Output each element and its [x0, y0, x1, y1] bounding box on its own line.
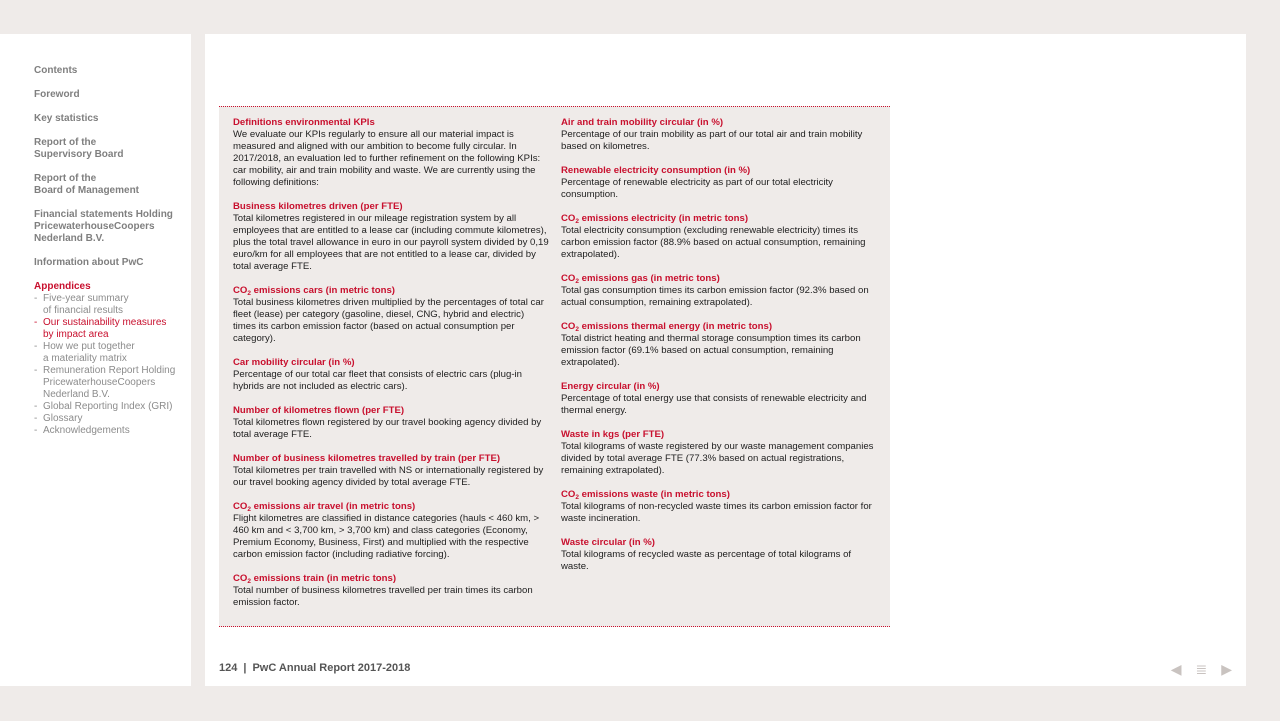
kpi-definition — [561, 321, 879, 369]
co2-prefix: CO — [233, 573, 248, 584]
kpi-definition-text: Total kilograms of recycled waste as percentage of total kilograms of waste. — [561, 549, 852, 572]
co2-subscript: 2 — [575, 494, 580, 501]
nav-materiality-matrix[interactable]: - How we put together a materiality matrix — [34, 341, 184, 365]
nav-sustainability-measures[interactable]: - Our sustainability measures by impact area — [34, 317, 184, 341]
kpi-definition — [233, 405, 549, 441]
sidebar — [0, 34, 191, 686]
kpi-definition — [561, 537, 879, 573]
nav-report-supervisory-board[interactable]: Report of the Supervisory Board — [34, 137, 124, 160]
kpi-definition-title-text: emissions train (in metric tons) — [251, 573, 397, 584]
kpi-definition — [561, 117, 879, 153]
kpi-definition-title-text: emissions electricity (in metric tons) — [579, 213, 749, 224]
kpi-definition-text: Total business kilometres driven multiplied by the percentages of total car fleet (lease) per category (gasoline, diesel, CNG, hybrid and electric) times its carbon emission factor (based on actual consumption per category). — [233, 297, 544, 344]
nav-acknowledgements[interactable]: - Acknowledgements — [34, 425, 184, 437]
kpi-definition-text: Total kilometres flown registered by our travel booking agency divided by total average FTE. — [233, 417, 542, 440]
kpi-definition-title-text: emissions waste (in metric tons) — [579, 489, 730, 500]
co2-prefix: CO — [233, 501, 248, 512]
next-page-icon[interactable]: ▶ — [1221, 661, 1232, 677]
nav-contents[interactable]: Contents — [34, 65, 78, 76]
kpi-definition-title: Waste circular (in %) — [561, 537, 656, 548]
kpi-definition-text: Percentage of renewable electricity as part of our total electricity consumption. — [561, 177, 833, 200]
co2-prefix: CO — [233, 285, 248, 296]
kpi-definition-title — [561, 273, 879, 285]
page-number: 124 — [219, 662, 238, 674]
kpi-definition-title — [561, 489, 879, 501]
kpi-definition — [233, 501, 549, 561]
kpi-definition — [561, 213, 879, 261]
co2-subscript: 2 — [247, 506, 252, 513]
kpi-definition-title-text: emissions air travel (in metric tons) — [251, 501, 416, 512]
co2-subscript: 2 — [575, 218, 580, 225]
left-column — [233, 117, 549, 621]
co2-prefix: CO — [561, 213, 576, 224]
kpi-definition-title-text: emissions thermal energy (in metric tons) — [579, 321, 773, 332]
report-page — [205, 34, 1246, 686]
kpi-definition-text: Percentage of our train mobility as part of our total air and train mobility based on kilometres. — [561, 129, 863, 152]
kpi-definition-text: Total kilograms of non-recycled waste times its carbon emission factor for waste incineration. — [561, 501, 872, 524]
report-title: PwC Annual Report 2017-2018 — [252, 662, 411, 674]
nav-report-board-of-management[interactable]: Report of the Board of Management — [34, 173, 140, 196]
kpi-definition-text: We evaluate our KPIs regularly to ensure all our material impact is measured and aligned with our ambition to become fully circular. In 2017/2018, an evaluation led to further refinement on the following KPIs: car mobility, air and train mobility and waste. We are currently using the following definitions: — [233, 129, 541, 188]
kpi-definition-title: Number of business kilometres travelled by train (per FTE) — [233, 453, 501, 464]
appendices-sub-list — [34, 293, 184, 437]
kpi-definition-title: Number of kilometres flown (per FTE) — [233, 405, 405, 416]
kpi-definition — [561, 489, 879, 525]
sidebar-nav — [34, 65, 184, 437]
kpi-definition-text: Total electricity consumption (excluding renewable electricity) times its carbon emission factor (88.9% based on actual consumption, remaining extrapolated). — [561, 225, 866, 260]
kpi-definition — [561, 273, 879, 309]
kpi-definition-title — [233, 573, 549, 585]
co2-subscript: 2 — [575, 278, 580, 285]
co2-prefix: CO — [561, 489, 576, 500]
kpi-definition-title: Car mobility circular (in %) — [233, 357, 355, 368]
kpi-definition — [561, 165, 879, 201]
nav-foreword[interactable]: Foreword — [34, 89, 80, 100]
kpi-definition-title — [233, 501, 549, 513]
nav-information-about-pwc[interactable]: Information about PwC — [34, 257, 144, 268]
kpi-definition — [233, 357, 549, 393]
right-column — [561, 117, 879, 585]
kpi-definition-title-text: emissions gas (in metric tons) — [579, 273, 720, 284]
nav-glossary[interactable]: - Glossary — [34, 413, 184, 425]
footer-separator: | — [243, 662, 247, 674]
kpi-definition-text: Total kilometres registered in our mileage registration system by all employees that are entitled to a lease car (including commute kilometres), plus the total travel allowance in euro in our payroll system divided by 0,19 euro/km for all employees that are not entitled to a lease car, divided by total average FTE. — [233, 213, 549, 272]
kpi-definition — [561, 381, 879, 417]
kpi-definition-title: Renewable electricity consumption (in %) — [561, 165, 751, 176]
page-footer — [219, 662, 410, 674]
kpi-definition — [233, 453, 549, 489]
kpi-definition — [233, 201, 549, 273]
nav-gri[interactable]: - Global Reporting Index (GRI) — [34, 401, 184, 413]
kpi-definition — [561, 429, 879, 477]
kpi-definition-text: Total gas consumption times its carbon emission factor (92.3% based on actual consumption, remaining extrapolated). — [561, 285, 869, 308]
kpi-definition — [233, 117, 549, 189]
kpi-definition — [233, 573, 549, 609]
menu-icon[interactable]: ≣ — [1195, 661, 1208, 677]
kpi-definition-text: Total kilometres per train travelled with NS or internationally registered by our travel booking agency divided by total average FTE. — [233, 465, 544, 488]
co2-subscript: 2 — [247, 290, 252, 297]
nav-remuneration-report[interactable]: - Remuneration Report Holding PricewaterhouseCoopers Nederland B.V. — [34, 365, 184, 401]
kpi-definitions-box — [219, 106, 890, 627]
kpi-definition-text: Flight kilometres are classified in distance categories (hauls < 460 km, > 460 km and < 3,700 km, > 3,700 km) and class categories (Economy, Premium Economy, Business, First) and multiplied with the respective carbon emission factor (including radiative forcing). — [233, 513, 540, 560]
kpi-definition-title — [233, 285, 549, 297]
kpi-definition-title: Business kilometres driven (per FTE) — [233, 201, 403, 212]
co2-prefix: CO — [561, 273, 576, 284]
kpi-definition-text: Total number of business kilometres travelled per train times its carbon emission factor. — [233, 585, 533, 608]
co2-subscript: 2 — [247, 578, 252, 585]
kpi-definition-title — [561, 213, 879, 225]
kpi-definition-text: Percentage of total energy use that consists of renewable electricity and thermal energy. — [561, 393, 867, 416]
page-navigation-controls — [1171, 661, 1232, 677]
nav-five-year-summary[interactable]: - Five-year summary of financial results — [34, 293, 184, 317]
co2-subscript: 2 — [575, 326, 580, 333]
kpi-definition-text: Total district heating and thermal storage consumption times its carbon emission factor (69.1% based on actual consumption, remaining extrapolated). — [561, 333, 861, 368]
kpi-definition-text: Percentage of our total car fleet that consists of electric cars (plug-in hybrids are not included as electric cars). — [233, 369, 523, 392]
kpi-definition-title — [561, 321, 879, 333]
kpi-definition-title-text: emissions cars (in metric tons) — [251, 285, 395, 296]
kpi-definition — [233, 285, 549, 345]
nav-key-statistics[interactable]: Key statistics — [34, 113, 99, 124]
kpi-definition-title: Air and train mobility circular (in %) — [561, 117, 724, 128]
previous-page-icon[interactable]: ◀ — [1170, 661, 1182, 677]
nav-financial-statements[interactable]: Financial statements Holding PricewaterhouseCoopers Nederland B.V. — [34, 209, 173, 244]
kpi-definition-title: Definitions environmental KPIs — [233, 117, 375, 128]
kpi-definition-title: Waste in kgs (per FTE) — [561, 429, 665, 440]
kpi-definition-text: Total kilograms of waste registered by our waste management companies divided by total average FTE (77.3% based on actual registrations, remaining extrapolated). — [561, 441, 874, 476]
nav-appendices[interactable]: Appendices — [34, 281, 91, 292]
kpi-definition-title: Energy circular (in %) — [561, 381, 660, 392]
co2-prefix: CO — [561, 321, 576, 332]
